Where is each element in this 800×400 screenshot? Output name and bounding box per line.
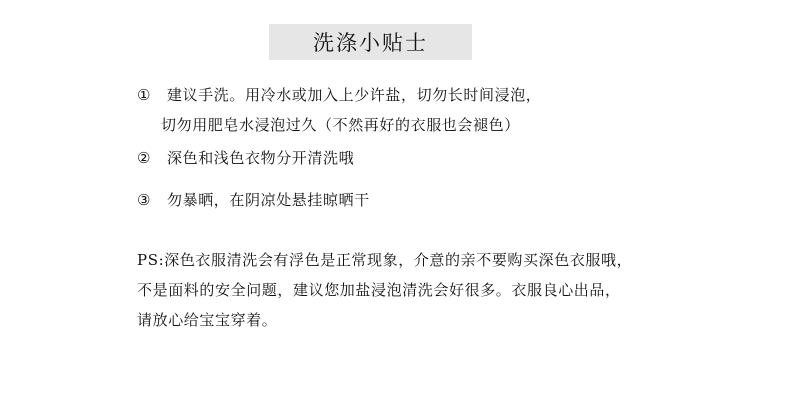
tip-1-text: 建议手洗。用冷水或加入上少许盐，切勿长时间浸泡， — [167, 86, 542, 104]
ps-line-1: PS:深色衣服清洗会有浮色是正常现象，介意的亲不要购买深色衣服哦， — [137, 251, 633, 269]
ps-line-3: 请放心给宝宝穿着。 — [137, 311, 278, 329]
tip-2-marker: ② — [137, 149, 152, 167]
title-banner — [269, 24, 472, 60]
tip-item-2 — [137, 148, 354, 168]
tip-item-1-continuation: 切勿用肥皂水浸泡过久（不然再好的衣服也会褪色） — [161, 116, 520, 134]
tip-item-1 — [137, 85, 541, 105]
tip-2-text: 深色和浅色衣物分开清洗哦 — [167, 149, 355, 167]
tip-item-3 — [137, 190, 370, 210]
ps-line-2: 不是面料的安全问题，建议您加盐浸泡清洗会好很多。衣服良心出品， — [137, 281, 621, 299]
tip-1-marker: ① — [137, 86, 152, 104]
tip-3-text: 勿暴晒，在阴凉处悬挂晾晒干 — [167, 191, 370, 209]
tip-3-marker: ③ — [137, 191, 152, 209]
page-title: 洗涤小贴士 — [313, 31, 428, 55]
